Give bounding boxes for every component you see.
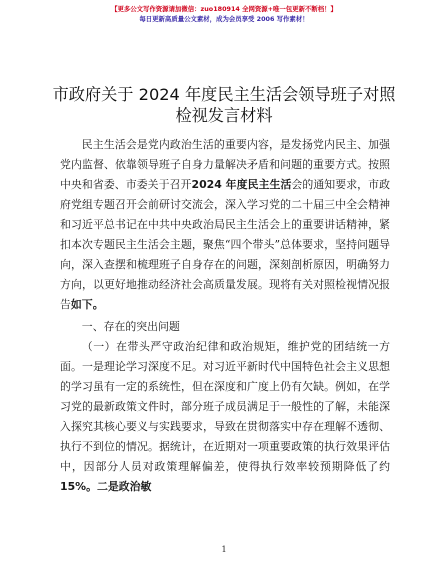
section-1-paragraph xyxy=(60,337,390,497)
intro-text-end: 如下。 xyxy=(70,298,104,311)
document-title-line-2: 检视发言材料 xyxy=(175,106,273,125)
section-heading-1: 一、存在的突出问题 xyxy=(81,320,180,333)
intro-text-b: 会的通知要求，市政府党组专题召开会前研讨交流会，深入学习党的二十届三中全会精神和习近平总书记在中共中央政治局民主生活会上的重要讲话精神，紧扣本次专题民主生活会主题，聚焦“四个带头”总体要求，坚持问题导向，深入查摆和梳理班子自身存在的问题，深刻剖析原因，明确努力方向，以更好地推动经济社会高质量发展。现将有关对照检视情况报告 xyxy=(60,178,390,311)
document-title xyxy=(0,84,448,126)
section-1-percent: 15%。 xyxy=(60,480,97,493)
promo-banner xyxy=(0,4,448,24)
intro-paragraph xyxy=(60,135,390,315)
intro-text-a: 民主生活会是党内政治生活的重要内容，是发扬党内民主、加强党内监督、依靠领导班子自身力量解决矛盾和问题的重要方式。按照中央和省委、市委关于召开 xyxy=(60,138,390,191)
document-body xyxy=(60,135,390,497)
promo-banner-line-2: 每日更新高质量公文素材，成为会员享受 2006 写作素材！ xyxy=(139,15,309,23)
document-title-line-1: 市政府关于 2024 年度民主生活会领导班子对照 xyxy=(52,85,396,104)
intro-text-bold: 2024 年度民主生活 xyxy=(191,178,292,191)
page-number: 1 xyxy=(221,545,227,554)
section-1-text: （一）在带头严守政治纪律和政治规矩，维护党的团结统一方面。一是理论学习深度不足。对习近平新时代中国特色社会主义思想的学习虽有一定的系统性，但在深度和广度上仍有欠缺。例如，在学习党的最新政策文件时，部分班子成员满足于一般性的了解，未能深入探究其核心要义与实践要求，导致在贯彻落实中存在理解不透彻、执行不到位的情况。据统计，在近期对一项重要政策的执行效果评估中，因部分人员对政策理解偏差，使得执行效率较预期降低了约 xyxy=(60,340,390,473)
section-1-bold-tail: 二是政治敏 xyxy=(96,480,152,493)
promo-banner-line-1: 【更多公文写作资源请加微信：zuo180914 全网资源+唯一包更新不断档！】 xyxy=(111,5,337,13)
